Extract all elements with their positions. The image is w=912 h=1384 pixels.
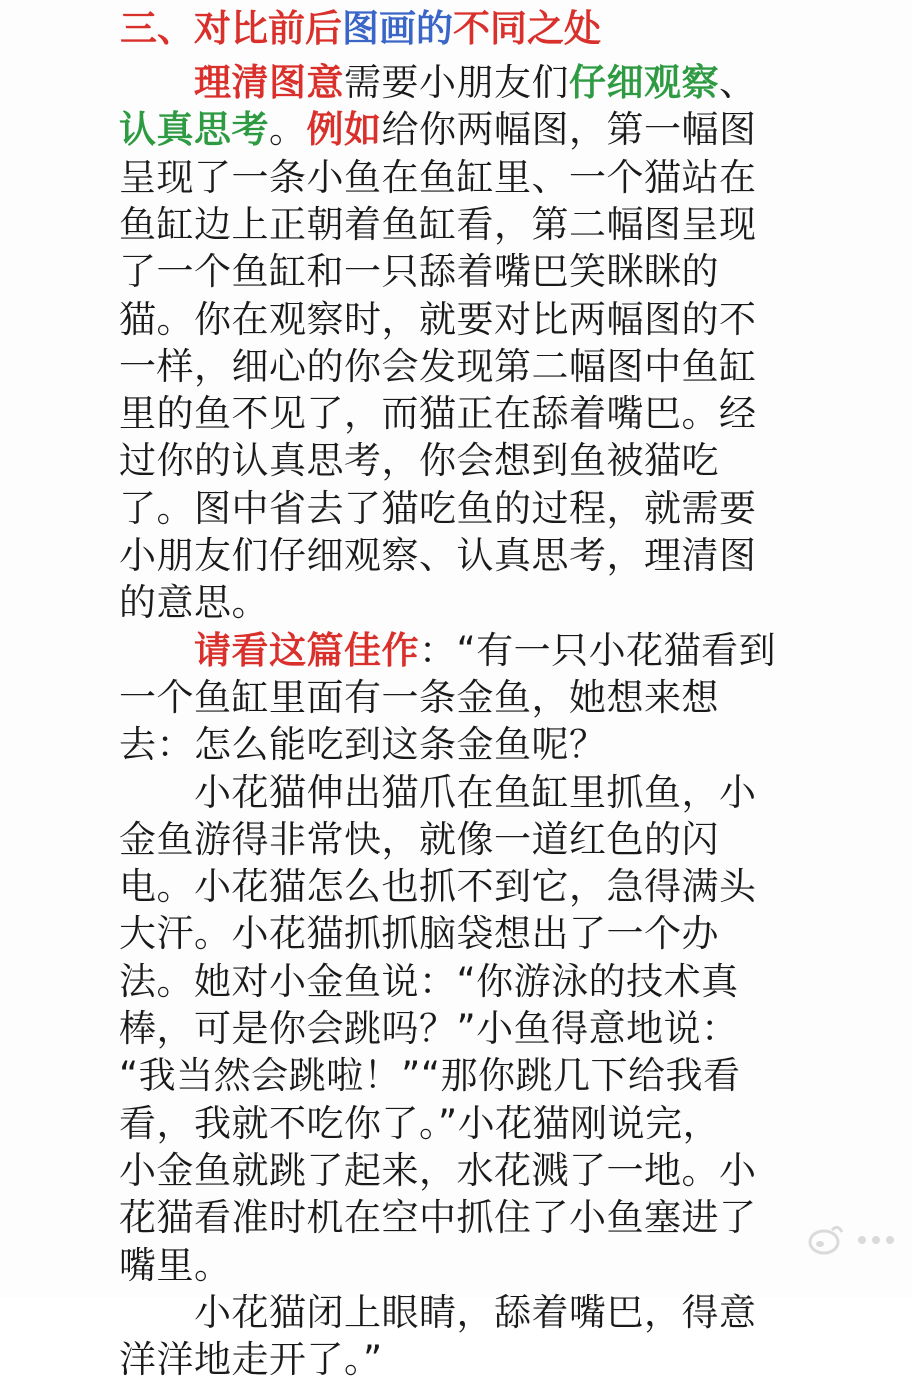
text-line xyxy=(119,58,757,107)
text-line xyxy=(119,768,757,817)
text-line xyxy=(119,153,757,202)
text-line xyxy=(119,1241,232,1290)
heading-part-1: 三、对比前后 xyxy=(120,7,342,50)
text-segment: 洋洋地走开了。” xyxy=(119,1338,383,1382)
text-line xyxy=(119,342,757,391)
text-segment: 了一个鱼缸和一只舔着嘴巴笑眯眯的 xyxy=(119,250,719,294)
text-segment: 一个鱼缸里面有一条金鱼，她想来想 xyxy=(119,675,719,719)
highlighted-phrase: 例如 xyxy=(306,108,382,152)
text-segment: 了。图中省去了猫吃鱼的过程，就需要 xyxy=(119,486,757,530)
text-line xyxy=(119,484,757,533)
text-segment: “我当然会跳啦！”“那你跳几下给我看 xyxy=(119,1054,741,1098)
text-line xyxy=(119,1146,757,1195)
text-line xyxy=(119,1335,383,1384)
text-line xyxy=(119,1193,757,1242)
heading-part-2: 图画的 xyxy=(342,7,453,50)
text-segment: 的意思。 xyxy=(119,581,269,625)
heading-part-3: 不同之处 xyxy=(453,7,601,50)
text-segment: 金鱼游得非常快，就像一道红色的闪 xyxy=(119,817,719,861)
text-segment: 花猫看准时机在空中抓住了小鱼塞进了 xyxy=(119,1196,757,1240)
text-segment: 。 xyxy=(269,108,307,152)
text-segment: 小金鱼就跳了起来，水花溅了一地。小 xyxy=(119,1148,757,1192)
text-line xyxy=(119,673,719,722)
text-segment: 小花猫伸出猫爪在鱼缸里抓鱼，小 xyxy=(119,770,757,814)
text-line xyxy=(119,531,757,580)
highlighted-phrase: 理清图意 xyxy=(194,61,344,104)
text-segment: 鱼缸边上正朝着鱼缸看，第二幅图呈现 xyxy=(119,202,757,246)
text-segment: 里的鱼不见了，而猫正在舔着嘴巴。经 xyxy=(119,392,757,436)
section-heading xyxy=(120,4,601,54)
text-segment: 去：怎么能吃到这条金鱼呢？ xyxy=(119,723,607,767)
text-line xyxy=(119,578,269,627)
text-segment xyxy=(119,61,194,104)
highlighted-phrase: 请看这篇佳作 xyxy=(194,628,419,672)
highlighted-phrase: 认真思考 xyxy=(119,108,269,152)
text-segment: 需要小朋友们 xyxy=(344,61,569,104)
watermark-icon xyxy=(804,1220,900,1260)
text-line xyxy=(119,436,719,485)
text-line xyxy=(119,1051,741,1100)
highlighted-phrase: 仔细观察 xyxy=(569,61,719,104)
text-segment: 嘴里。 xyxy=(119,1243,232,1287)
text-segment: 猫。你在观察时，就要对比两幅图的不 xyxy=(119,297,757,341)
text-line xyxy=(119,1004,739,1053)
text-segment: 棒，可是你会跳吗？”小鱼得意地说： xyxy=(119,1007,739,1050)
text-line xyxy=(119,295,757,344)
text-line xyxy=(119,720,607,769)
text-segment: 呈现了一条小鱼在鱼缸里、一个猫站在 xyxy=(119,155,757,199)
text-line xyxy=(119,815,719,864)
text-line xyxy=(119,1099,720,1148)
text-segment xyxy=(119,629,194,672)
text-line xyxy=(119,909,719,958)
text-line xyxy=(119,862,757,911)
text-segment: 给你两幅图，第一幅图 xyxy=(381,108,757,152)
text-line xyxy=(119,957,739,1006)
text-line xyxy=(119,1288,757,1337)
text-segment: 法。她对小金鱼说：“你游泳的技术真 xyxy=(119,959,739,1003)
text-segment: 、 xyxy=(719,61,757,104)
text-line xyxy=(119,389,757,438)
text-segment: 过你的认真思考，你会想到鱼被猫吃 xyxy=(119,439,719,483)
text-segment: ：“有一只小花猫看到 xyxy=(419,628,777,672)
text-line xyxy=(119,200,757,249)
text-line xyxy=(119,105,757,154)
text-segment: 看，我就不吃你了。”小花猫刚说完， xyxy=(119,1101,721,1145)
text-segment: 电。小花猫怎么也抓不到它，急得满头 xyxy=(119,865,757,909)
text-line xyxy=(119,626,776,675)
text-segment: 一样，细心的你会发现第二幅图中鱼缸 xyxy=(119,344,757,388)
text-segment: 大汗。小花猫抓抓脑袋想出了一个办 xyxy=(119,912,719,956)
text-segment: 小花猫闭上眼睛，舔着嘴巴，得意 xyxy=(119,1290,757,1334)
text-segment: 小朋友们仔细观察、认真思考，理清图 xyxy=(119,534,757,577)
text-line xyxy=(119,247,719,296)
